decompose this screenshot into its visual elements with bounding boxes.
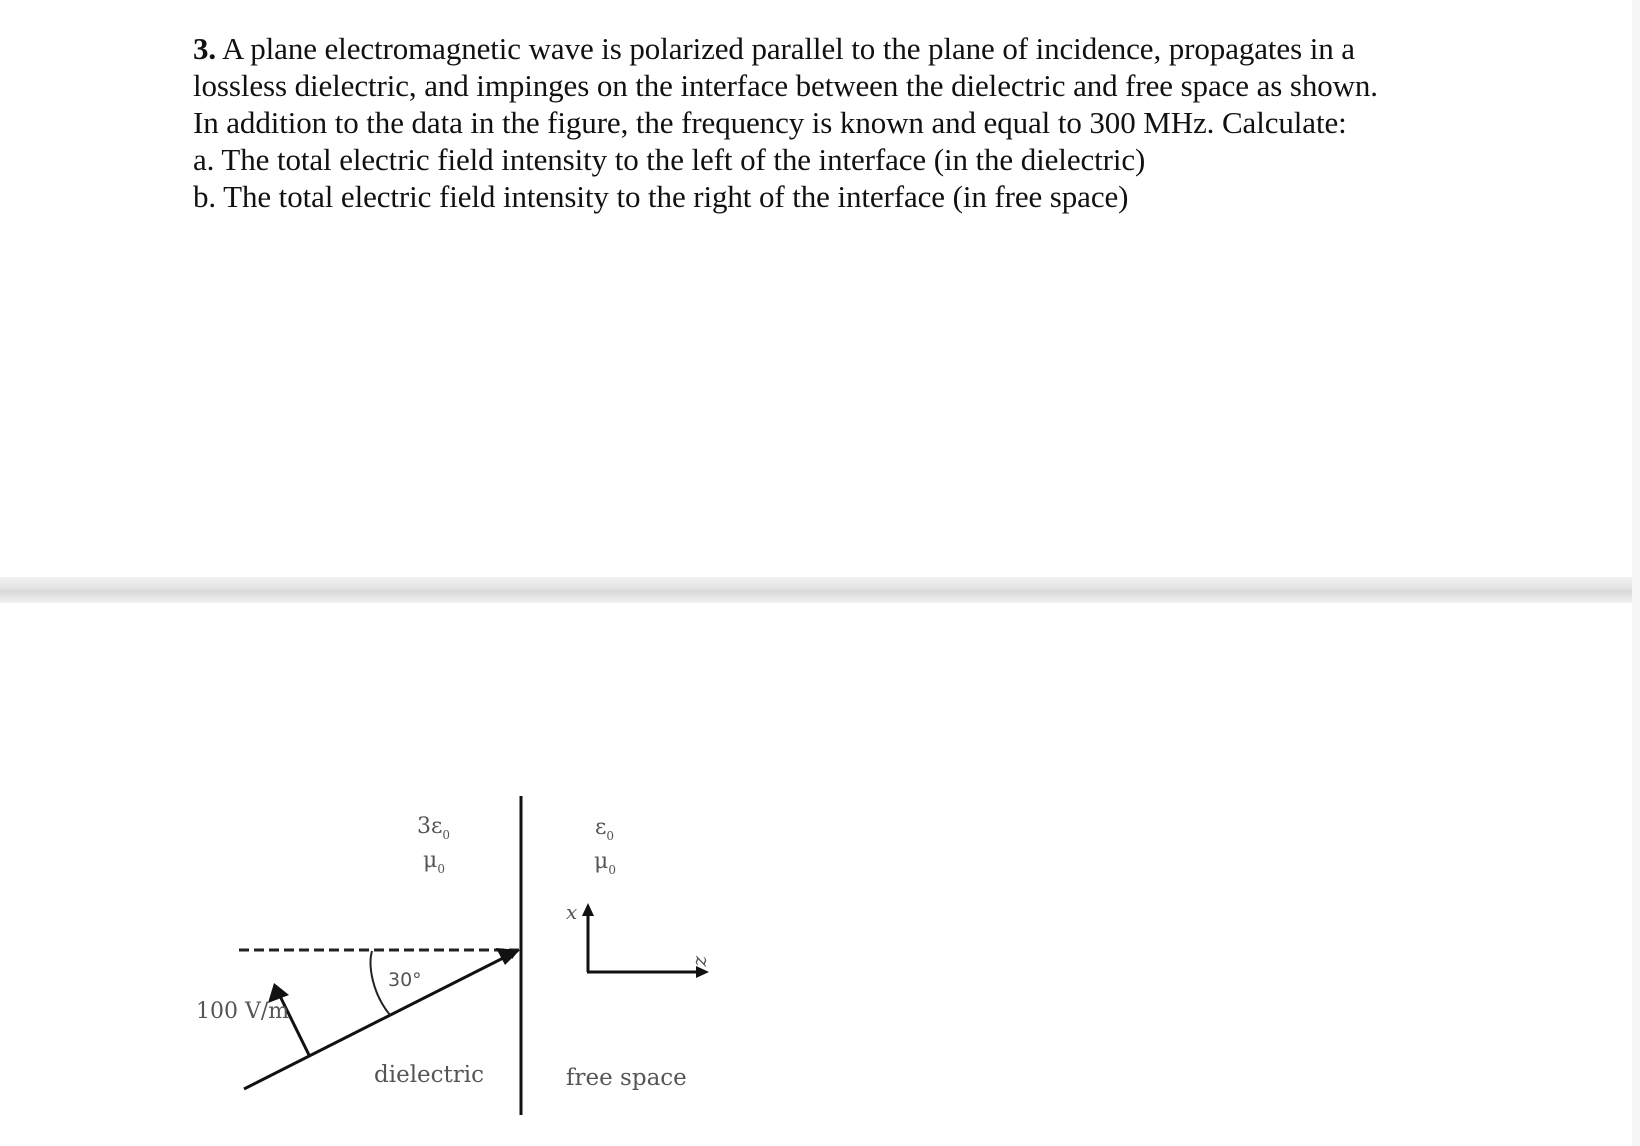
x-axis-label: x bbox=[566, 900, 578, 924]
z-axis-arrowhead bbox=[696, 966, 709, 978]
page-lower bbox=[0, 603, 1640, 1146]
problem-line-1 bbox=[193, 30, 1493, 67]
z-axis-label: z bbox=[691, 956, 715, 967]
field-amplitude-label: 100 V/m bbox=[196, 999, 290, 1024]
problem-line-3: In addition to the data in the figure, the frequency is known and equal to 300 MHz. Calculate: bbox=[193, 105, 1347, 140]
x-axis-arrowhead bbox=[582, 903, 594, 916]
right-permeability-label: $\mu_0$ bbox=[594, 849, 616, 877]
problem-line-2: lossless dielectric, and impinges on the interface between the dielectric and free space as shown. bbox=[193, 68, 1378, 103]
propagation-arrowhead bbox=[496, 948, 520, 965]
figure-diagram bbox=[0, 603, 1640, 1146]
page-right-edge bbox=[1632, 0, 1640, 1146]
problem-part-a: a. The total electric field intensity to the left of the interface (in the dielectric) bbox=[193, 142, 1146, 177]
left-permeability-label: $\mu_0$ bbox=[423, 848, 445, 876]
page-separator bbox=[0, 577, 1632, 603]
left-permittivity-label: $3\varepsilon_0$ bbox=[417, 814, 451, 842]
angle-label: 30° bbox=[388, 969, 422, 991]
dielectric-label: dielectric bbox=[374, 1062, 485, 1088]
problem-statement bbox=[193, 30, 1493, 215]
problem-number: 3. bbox=[193, 31, 217, 66]
problem-line-text-1: A plane electromagnetic wave is polarized parallel to the plane of incidence, propagates in a bbox=[222, 31, 1355, 66]
problem-part-b: b. The total electric field intensity to the right of the interface (in free space) bbox=[193, 179, 1129, 214]
right-permittivity-label: $\varepsilon_0$ bbox=[595, 815, 615, 843]
free-space-label: free space bbox=[566, 1065, 687, 1091]
